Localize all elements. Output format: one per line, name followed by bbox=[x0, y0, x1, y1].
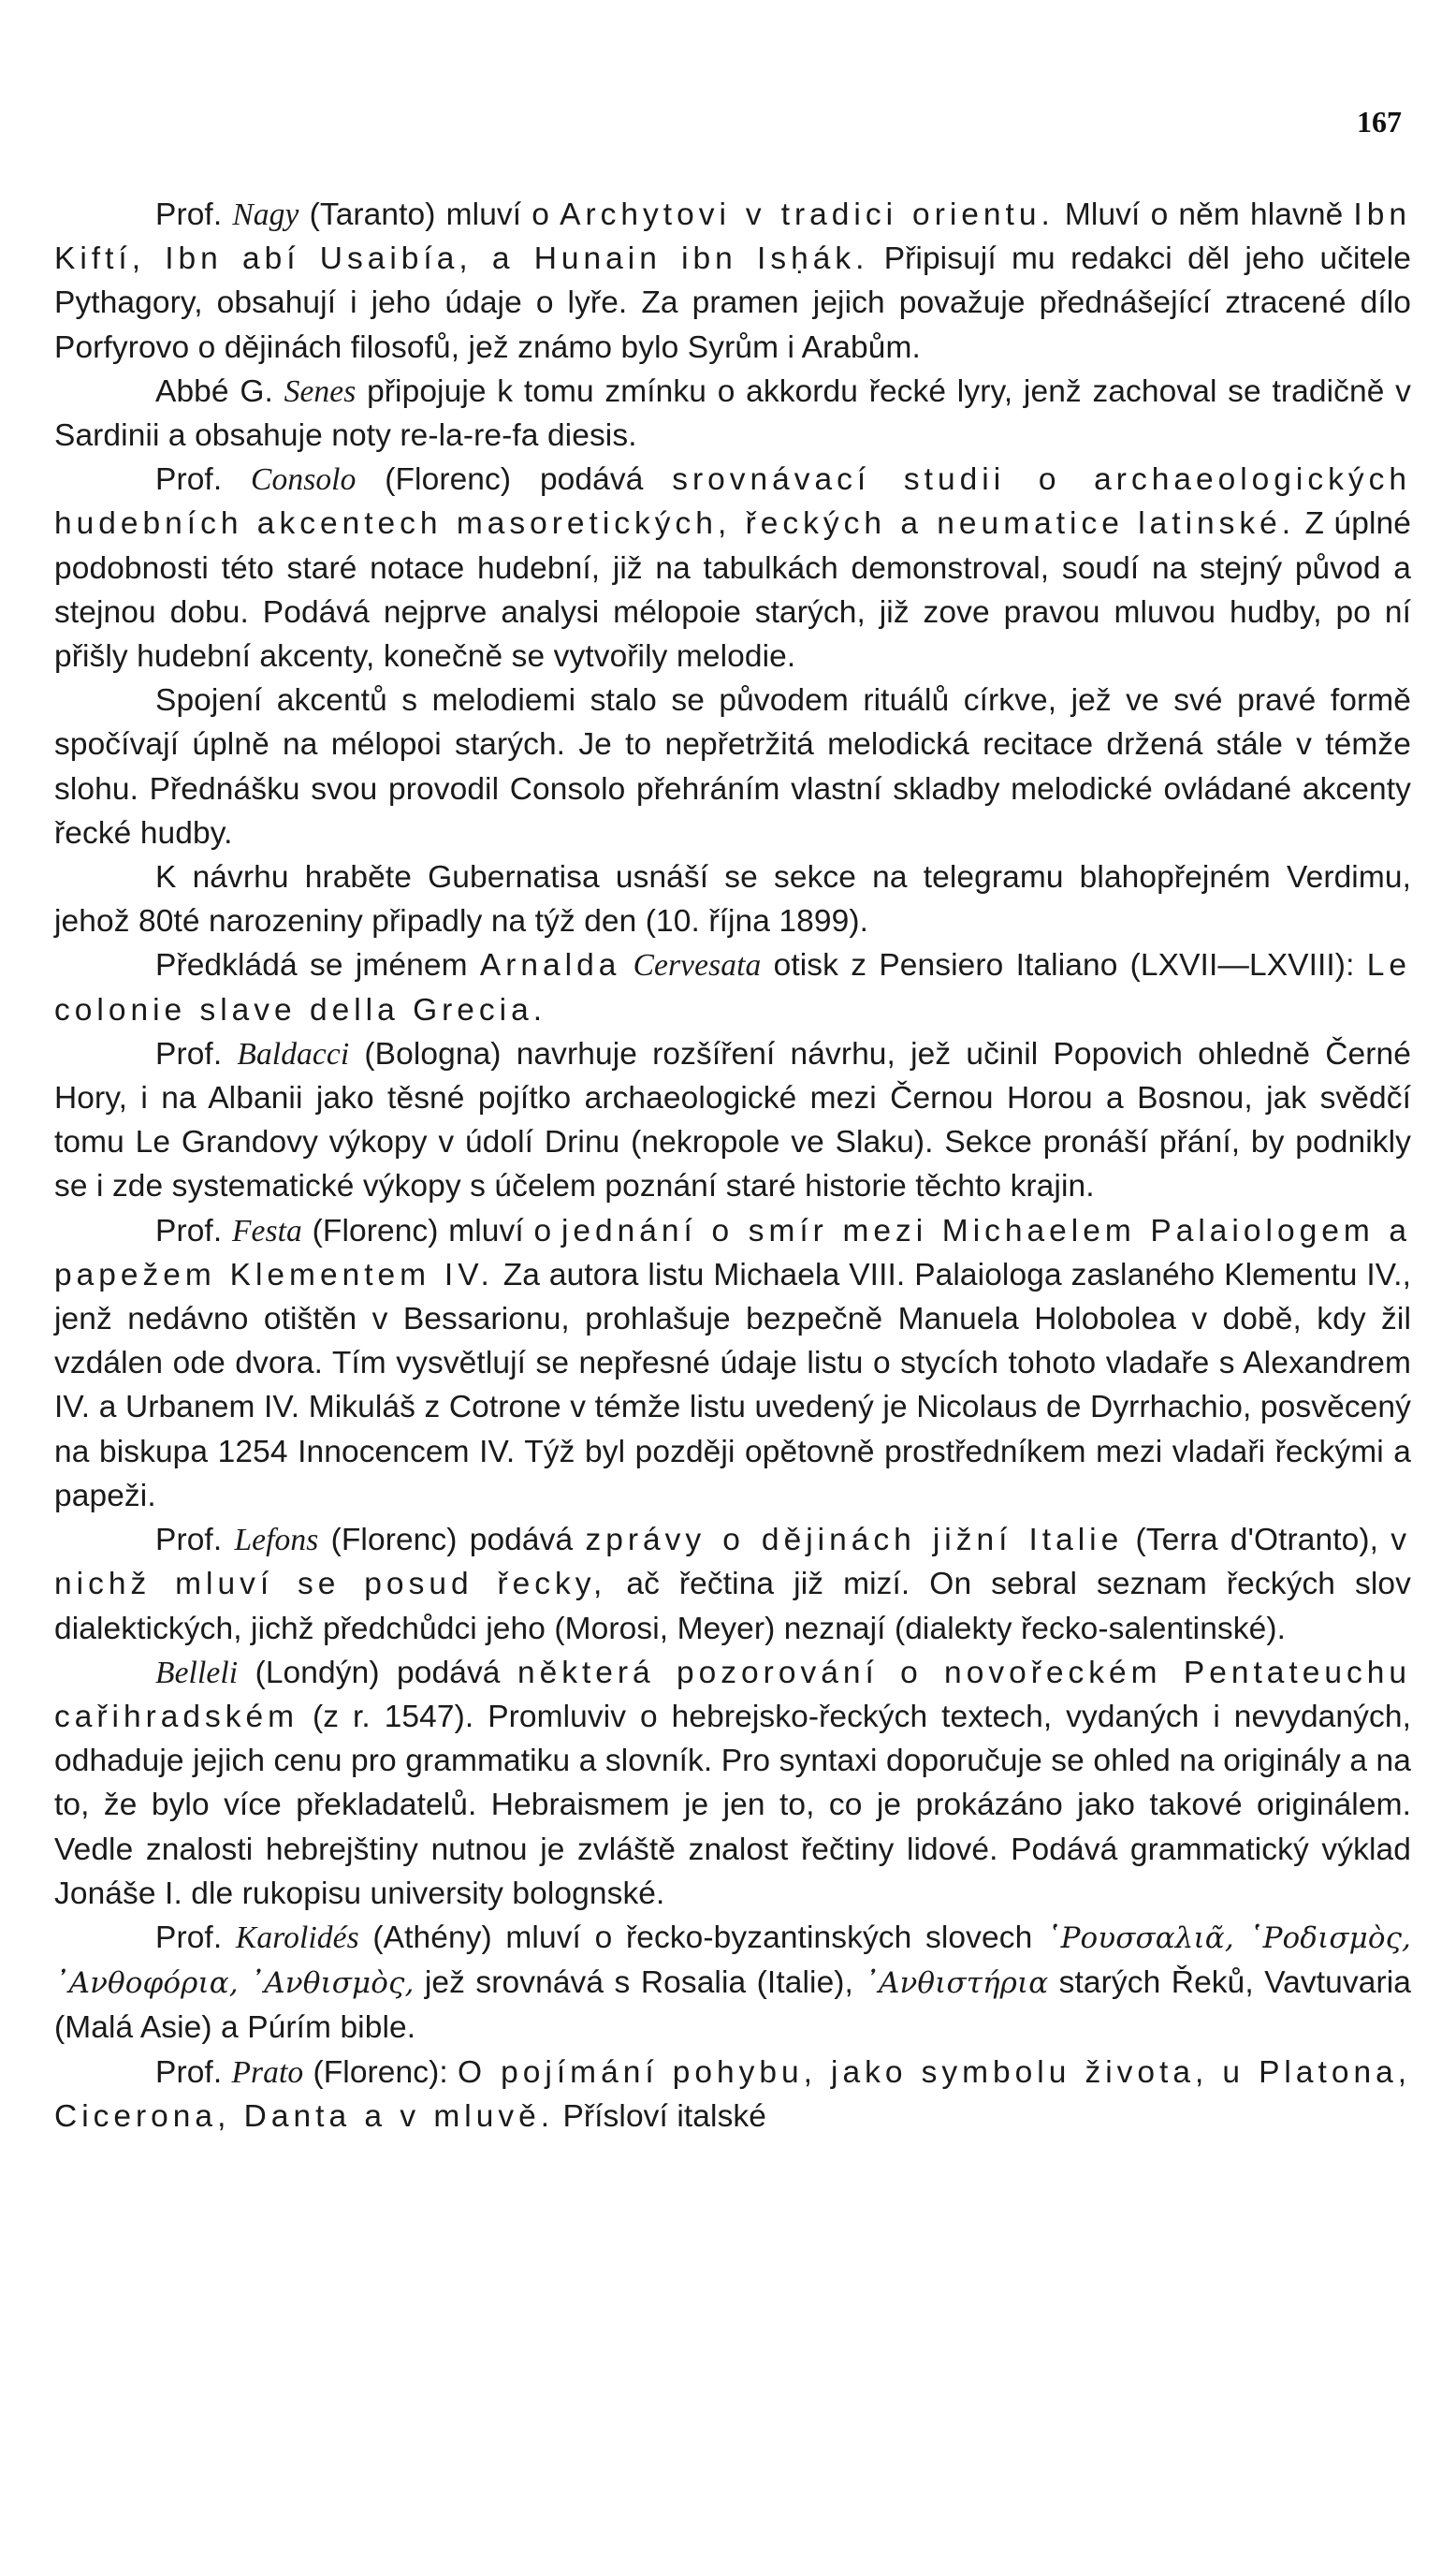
text-segment: Připisují mu redakci děl jeho učitele Pythagory, obsahují i jeho údaje o lyře. Za pramen jejich považuje přednášející ztracené dílo Porfyrovo o dějinách filosofů, jež známo bylo Syrům i Arabům. bbox=[54, 241, 1411, 365]
author-name: Senes bbox=[284, 373, 357, 409]
author-name: Festa bbox=[231, 1213, 302, 1248]
text-segment: Prof. bbox=[155, 1920, 236, 1955]
text-segment: připojuje k tomu zmínku o akkordu řecké lyry, jenž zachoval se tradičně v Sardinii a obsahuje noty re-la-re-fa diesis. bbox=[54, 373, 1411, 454]
text-segment: ač řečtina již mizí. On sebral seznam řeckých slov dialektických, jichž předchůdci jeho (Morosi, Meyer) neznají (dialekty řecko-salentinské). bbox=[54, 1567, 1411, 1646]
text-segment: (z r. 1547). Promluviv o hebrejsko-řeckých textech, vydaných i nevydaných, odhaduje jejich cenu pro grammatiku a slovník. Pro syntaxi doporučuje se ohled na originály a na to, že bylo více překladatelů. Hebraismem je jen to, co je prokázáno jako takové originálem. Vedle znalosti hebrejštiny nutnou je zvláště znalost řečtiny lidové. Podává grammatický výklad Jonáše I. dle rukopisu university bolognské. bbox=[54, 1699, 1411, 1911]
paragraph-lefons bbox=[54, 1518, 1411, 1651]
text-segment: (Florenc) podává bbox=[318, 1523, 586, 1558]
author-name: Belleli bbox=[155, 1655, 239, 1690]
author-name: Lefons bbox=[234, 1523, 319, 1558]
text-segment: Abbé G. bbox=[155, 373, 284, 409]
paragraph-gubernatis: K návrhu hraběte Gubernatisa usnáší se sekce na telegramu blahopřejném Verdimu, jehož 80té narozeniny připadly na týž den (10. října 1899). bbox=[54, 860, 1411, 940]
emphasized-text: některá pozorování o novořeckém Pentateuchu cařihradském bbox=[54, 1655, 1411, 1734]
text-segment: Prof. bbox=[155, 197, 233, 232]
paragraph-festa bbox=[54, 1209, 1411, 1518]
emphasized-text: Archytovi v tradici orientu. bbox=[560, 197, 1055, 232]
text-segment: Za autora listu Michaela VIII. Palaiologa zaslaného Klementu IV., jenž nedávno otištěn v Bessarionu, prohlašuje bezpečně Manuela Holobolea v době, kdy žil vzdálen ode dvora. Tím vysvětlují se nepřesné údaje listu o stycích tohoto vladaře s Alexandrem IV. a Urbanem IV. Mikuláš z Cotrone v témže listu uvedený je Nicolaus de Dyrrhachio, posvěcený na biskupa 1254 Innocencem IV. Týž byl později opětovně prostředníkem mezi vladaři řeckými a papeži. bbox=[54, 1257, 1411, 1513]
text-segment: (Florenc): bbox=[303, 2054, 458, 2090]
paragraph-cervesata bbox=[54, 943, 1411, 1031]
emphasized-text: Arnalda bbox=[479, 948, 621, 984]
text-segment: otisk z Pensiero Italiano (LXVII—LXVIII): bbox=[761, 948, 1367, 984]
author-name: Karolidés bbox=[235, 1920, 359, 1955]
greek-words: ᾿Ανθιστήρια bbox=[864, 1966, 1049, 2001]
author-name: Baldacci bbox=[237, 1036, 350, 1072]
author-name: Nagy bbox=[232, 197, 299, 232]
text-segment: Předkládá se jménem bbox=[155, 948, 480, 984]
text-segment: Prof. bbox=[155, 2054, 232, 2090]
text-segment: (Londýn) podává bbox=[238, 1655, 517, 1690]
text-segment: (Taranto) mluví o bbox=[298, 197, 561, 232]
body-text bbox=[54, 193, 1411, 2139]
paragraph-karolides bbox=[54, 1916, 1411, 2051]
emphasized-text: O pojímání pohybu, jako symbolu života, u Platona, Cicerona, Danta a v mluvě. bbox=[54, 2054, 1412, 2134]
text-segment: (Bologna) navrhuje rozšíření návrhu, jež učinil Popovich ohledně Černé Hory, i na Albanii jako těsné pojítko archaeologické mezi Černou Horou a Bosnou, jak svědčí tomu Le Grandovy výkopy v údolí Drinu (nekropole ve Slaku). Sekce pronáší přání, by podnikly se i zde systematické výkopy s účelem poznání staré historie těchto krajin. bbox=[54, 1036, 1411, 1204]
text-segment: jež srovnává s Rosalia (Italie), bbox=[414, 1965, 865, 2001]
emphasized-text: zprávy o dějinách jižní Italie bbox=[585, 1523, 1124, 1558]
text-segment: starých Řeků, Vavtuvaria (Malá Asie) a Púrím bible. bbox=[54, 1965, 1412, 2046]
text-segment: Prof. bbox=[155, 1523, 235, 1558]
paragraph-senes bbox=[54, 370, 1411, 458]
author-name: Cervesata bbox=[633, 948, 762, 984]
emphasized-text: Le colonie slave della Grecia. bbox=[54, 948, 1411, 1028]
text-segment: Mluví o něm hlavně bbox=[1054, 197, 1354, 232]
emphasized-text: Ibn Kiftí, Ibn abí Usaibía, a Hunain ibn Isḥák. bbox=[54, 197, 1411, 277]
greek-words: ῾Ρουσσαλιᾶ, ῾Ροδισμὸς, ᾿Ανθοφόρια, ᾿Ανθισμὸς, bbox=[54, 1920, 1412, 2001]
paragraph-consolo bbox=[54, 458, 1411, 679]
text-segment: Z úplné podobnosti této staré notace hudební, již na tabulkách demonstroval, soudí na stejný původ a stejnou dobu. Podává nejprve analysi mélopoie starých, již zove pravou mluvou hudby, po ní přišly hudební akcenty, konečně se vytvořily melodie. bbox=[54, 506, 1411, 675]
emphasized-text: jednání o smír mezi Michaelem Palaiologem a papežem Klementem IV. bbox=[54, 1213, 1411, 1292]
paragraph-baldacci bbox=[54, 1032, 1411, 1209]
paragraph-belleli bbox=[54, 1651, 1411, 1916]
text-segment: Prof. bbox=[155, 462, 252, 498]
text-segment: Prof. bbox=[155, 1036, 238, 1072]
emphasized-text: srovnávací studii o archaeologických hudebních akcentech masoretických, řeckých a neumatice latinské. bbox=[54, 462, 1411, 542]
text-segment: (Terra d'Otranto), bbox=[1123, 1523, 1391, 1558]
text-segment: (Florenc) mluví o bbox=[301, 1213, 561, 1248]
author-name: Consolo bbox=[251, 462, 357, 498]
paragraph-prato bbox=[54, 2051, 1411, 2139]
page-number: 167 bbox=[1357, 105, 1402, 139]
paragraph-nagy bbox=[54, 193, 1411, 370]
text-segment: (Athény) mluví o řecko-byzantinských slovech bbox=[358, 1920, 1046, 1955]
text-segment: Prof. bbox=[155, 1213, 232, 1248]
emphasized-text: v nichž mluví se posud řecky, bbox=[54, 1523, 1412, 1602]
paragraph-akcenty: Spojení akcentů s melodiemi stalo se původem rituálů církve, jež ve své pravé formě spočívají úplně na mélopoi starých. Je to nepřetržitá melodická recitace držená stále v témže slohu. Přednášku svou provodil Consolo přehráním vlastní skladby melodické ovládané akcenty řecké hudby. bbox=[54, 683, 1411, 851]
author-name: Prato bbox=[231, 2054, 304, 2090]
text-segment: (Florenc) podává bbox=[356, 462, 673, 498]
text-segment: Přísloví italské bbox=[554, 2098, 767, 2134]
